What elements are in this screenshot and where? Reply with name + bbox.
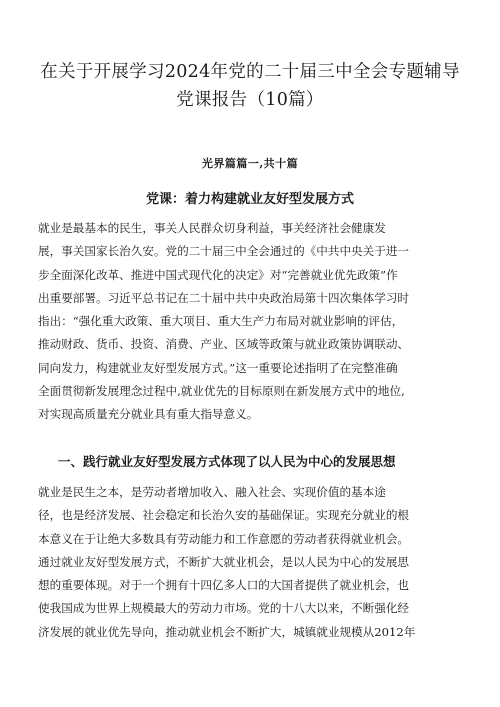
- paragraph-line: 出重要部署。习近平总书记在二十届中共中央政治局第十四次集体学习时: [38, 290, 410, 305]
- paragraph-line: 步全面深化改革、推进中国式现代化的决定》对“完善就业优先政策”作: [38, 267, 398, 282]
- paragraph-line: 推动财政、货币、投资、消费、产业、区域等政策与就业政策协调联动、: [38, 337, 410, 352]
- paragraph-line: 同向发力，构建就业友好型发展方式。”这一重要论述指明了在完整准确: [38, 360, 398, 375]
- paragraph-line: 对实现高质量充分就业具有重大指导意义。: [38, 407, 259, 422]
- paragraph-line: 指出：“强化重大政策、重大项目、重大生产力布局对就业影响的评估，: [38, 314, 404, 329]
- paragraph-line: 使我国成为世界上规模最大的劳动力市场。党的十八大以来，不断强化经: [38, 601, 410, 616]
- paragraph-line: 径，也是经济发展、社会稳定和长治久安的基础保证。实现充分就业的根: [38, 508, 410, 523]
- paragraph-line: 就业是民生之本，是劳动者增加收入、融入社会、实现价值的基本途: [38, 485, 386, 499]
- paragraph-line: 济发展的就业优先导向，推动就业机会不断扩大，城镇就业规模从2012年: [38, 624, 416, 639]
- section-heading: 一、践行就业友好型发展方式体现了以人民为中心的发展思想: [58, 454, 396, 469]
- document-title-line: 党课报告（10篇）: [176, 90, 324, 110]
- document-title-line: 在关于开展学习2024年党的二十届三中全会专题辅导: [40, 62, 460, 82]
- paragraph-line: 全面贯彻新发展理念过程中,就业优先的目标原则在新发展方式中的地位,: [38, 384, 405, 399]
- paragraph-line: 就业是最基本的民生，事关人民群众切身利益，事关经济社会健康发: [38, 221, 386, 235]
- lesson-title: 党课：着力构建就业友好型发展方式: [145, 192, 354, 207]
- document-title: [30, 58, 470, 114]
- paragraph-line: 通过就业友好型发展方式，不断扩大就业机会，是以人民为中心的发展思: [38, 554, 410, 569]
- intro-paragraph: [38, 217, 462, 427]
- paragraph-line: 想的重要体现。对于一个拥有十四亿多人口的大国者提供了就业机会，也: [38, 578, 410, 593]
- collection-note: 光界篇篇一,共十篇: [201, 157, 299, 170]
- section-paragraph: [38, 481, 462, 644]
- paragraph-line: 本意义在于让绝大多数具有劳动能力和工作意愿的劳动者获得就业机会。: [38, 531, 410, 546]
- paragraph-line: 展，事关国家长治久安。党的二十届三中全会通过的《中共中央关于进一: [38, 244, 410, 259]
